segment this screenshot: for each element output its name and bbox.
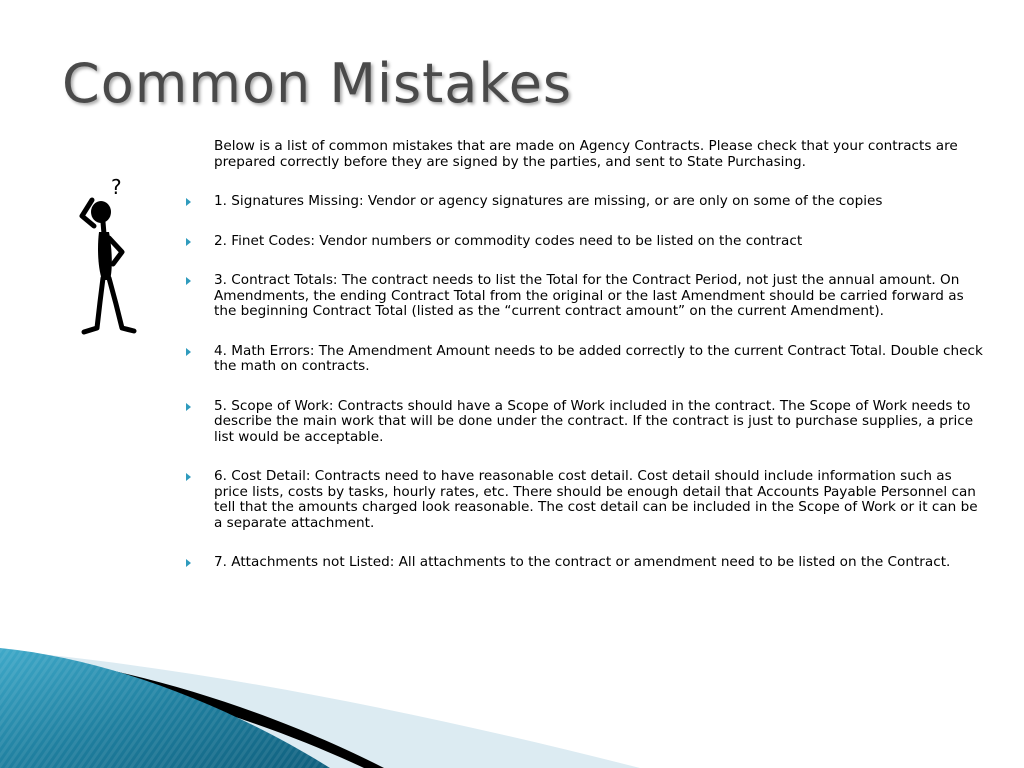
list-item — [184, 273, 984, 320]
list-item-text: 7. Attachments not Listed: All attachments to the contract or amendment need to be listed on the Contract. — [214, 554, 951, 570]
list-item-text: 6. Cost Detail: Contracts need to have reasonable cost detail. Cost detail should include information such as price lists, costs by tasks, hourly rates, etc. There should be enough detail that Accounts Payable Personnel can tell that the amounts charged look reasonable. The cost detail can be included in the Scope of Work or it can be a separate attachment. — [214, 468, 978, 531]
slide-title: Common Mistakes — [62, 52, 573, 115]
list-item — [184, 469, 984, 531]
bullet-arrow-icon — [186, 238, 191, 246]
list-item-text: 3. Contract Totals: The contract needs to list the Total for the Contract Period, not just the annual amount. On Amendments, the ending Contract Total from the original or the last Amendment should be carried forward as the beginning Contract Total (listed as the “current contract amount” on the current Amendment). — [214, 272, 964, 319]
list-item-text: 1. Signatures Missing: Vendor or agency signatures are missing, or are only on some of the copies — [214, 193, 883, 209]
list-item — [184, 194, 984, 210]
list-item-text: 4. Math Errors: The Amendment Amount needs to be added correctly to the current Contract Total. Double check the math on contracts. — [214, 342, 983, 374]
slide-content — [184, 139, 984, 595]
intro-paragraph: Below is a list of common mistakes that are made on Agency Contracts. Please check that your contracts are prepared correctly before they are signed by the parties, and sent to State Purchasing. — [214, 138, 958, 170]
bullet-arrow-icon — [186, 559, 191, 567]
list-item-text: 5. Scope of Work: Contracts should have a Scope of Work included in the contract. The Scope of Work needs to describe the main work that will be done under the contract. If the contract is just to purchase supplies, a price list would be acceptable. — [214, 397, 974, 445]
list-item-text: 2. Finet Codes: Vendor numbers or commodity codes need to be listed on the contract — [214, 232, 803, 249]
bullet-arrow-icon — [186, 348, 191, 356]
question-mark-glyph: ? — [111, 176, 122, 199]
confused-stick-figure-icon — [66, 176, 146, 338]
list-item — [184, 344, 984, 375]
list-item — [184, 555, 984, 571]
bullet-arrow-icon — [186, 473, 191, 481]
list-item — [184, 234, 984, 250]
bullet-arrow-icon — [186, 277, 191, 285]
bullet-arrow-icon — [186, 403, 191, 411]
list-item — [184, 399, 984, 446]
bullet-arrow-icon — [186, 198, 191, 206]
